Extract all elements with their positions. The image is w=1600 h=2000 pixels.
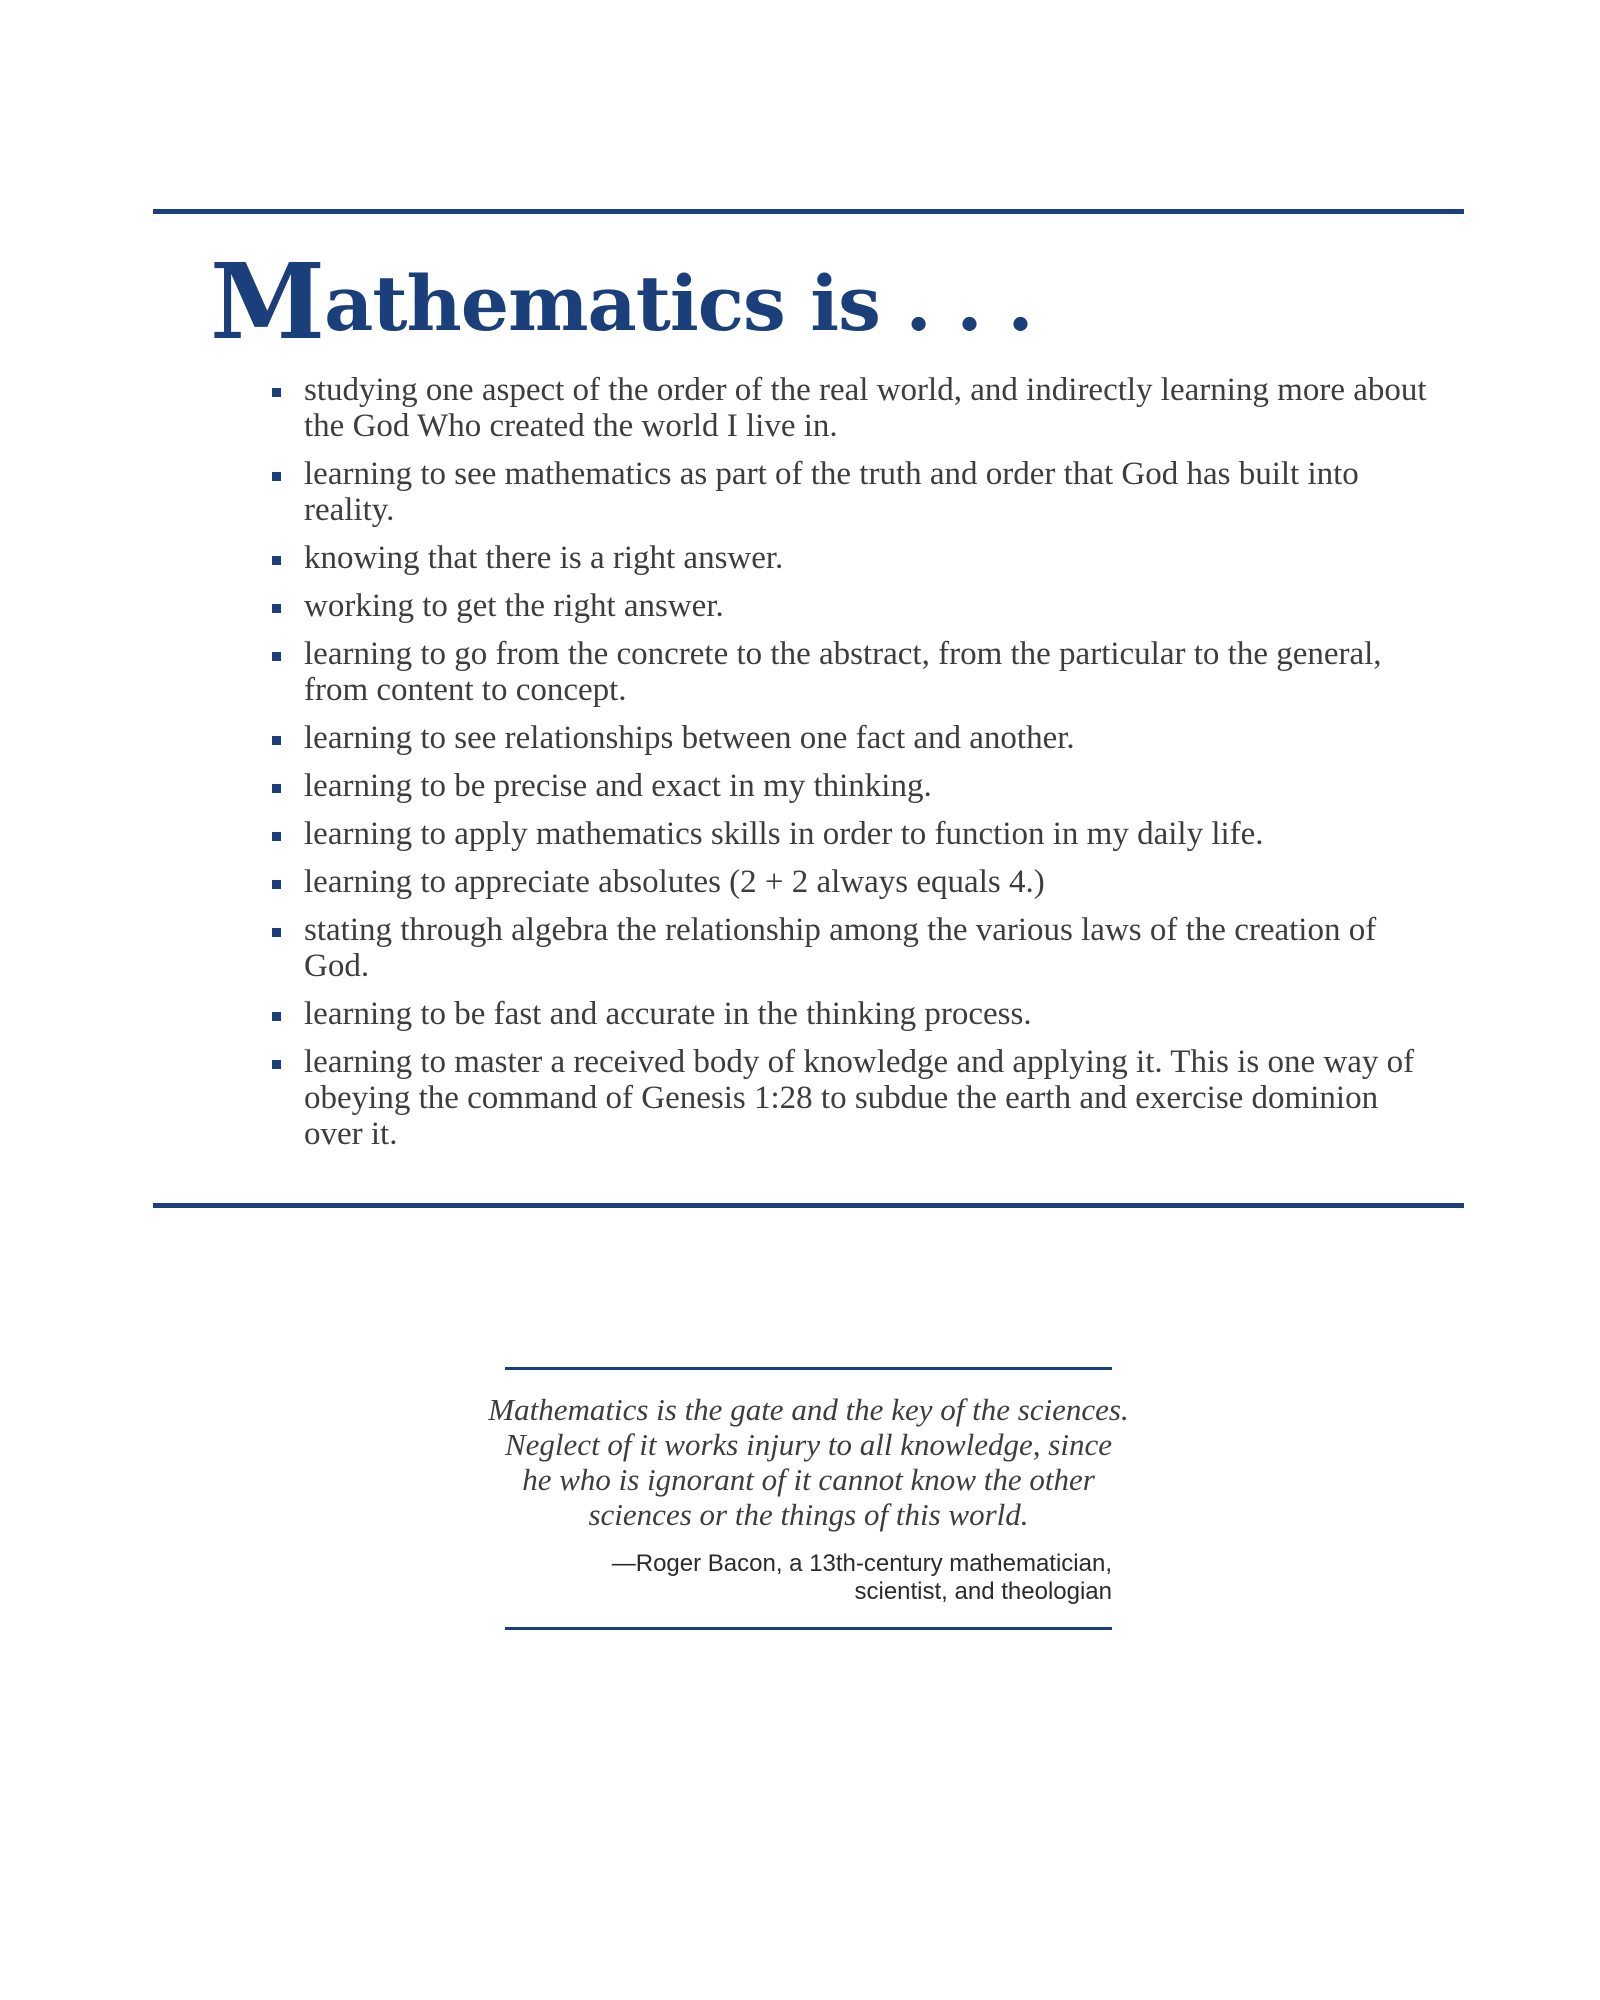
quote-line: sciences or the things of this world. — [588, 1497, 1029, 1532]
bullet-icon — [272, 784, 281, 793]
attribution-line: —Roger Bacon, a 13th-century mathematician, — [611, 1550, 1112, 1577]
quote-attribution — [612, 1550, 1112, 1606]
page-title — [210, 240, 1033, 363]
bullet-icon — [272, 388, 281, 397]
quote-text — [440, 1392, 1177, 1532]
list-item — [270, 636, 1430, 708]
list-item — [270, 540, 1430, 576]
quote-line: he who is ignorant of it cannot know the other — [522, 1462, 1095, 1497]
attribution-line: scientist, and theologian — [854, 1578, 1112, 1605]
title-rest: athematics is . . . — [324, 259, 1033, 348]
bullet-icon — [272, 880, 281, 889]
definition-list — [270, 372, 1430, 1164]
list-item — [270, 720, 1430, 756]
bullet-icon — [272, 832, 281, 841]
list-item — [270, 996, 1430, 1032]
list-item-text: learning to appreciate absolutes (2 + 2 always equals 4.) — [304, 864, 1045, 900]
bullet-icon — [272, 604, 281, 613]
list-item-text: learning to see relationships between one fact and another. — [304, 720, 1075, 756]
list-item — [270, 816, 1430, 852]
quote-line: Neglect of it works injury to all knowledge, since — [505, 1427, 1112, 1462]
list-item-text: learning to apply mathematics skills in order to function in my daily life. — [304, 816, 1264, 852]
quote-bottom-divider — [505, 1627, 1112, 1630]
list-item-text: studying one aspect of the order of the real world, and indirectly learning more about the God Who created the world I live in. — [304, 372, 1427, 444]
top-divider — [153, 209, 1464, 214]
list-item — [270, 768, 1430, 804]
list-item — [270, 456, 1430, 528]
list-item-text: learning to be precise and exact in my thinking. — [304, 768, 932, 804]
list-item — [270, 912, 1430, 984]
list-item-text: working to get the right answer. — [304, 588, 724, 624]
list-item-text: stating through algebra the relationship among the various laws of the creation of God. — [304, 912, 1377, 984]
list-item-text: learning to master a received body of knowledge and applying it. This is one way of obeying the command of Genesis 1:28 to subdue the earth and exercise dominion over it. — [304, 1044, 1415, 1152]
list-item — [270, 588, 1430, 624]
list-item-text: learning to go from the concrete to the abstract, from the particular to the general, from content to concept. — [304, 636, 1382, 708]
list-item — [270, 372, 1430, 444]
bullet-icon — [272, 472, 281, 481]
bullet-icon — [272, 652, 281, 661]
list-item-text: learning to be fast and accurate in the thinking process. — [304, 996, 1032, 1032]
quote-line: Mathematics is the gate and the key of the sciences. — [488, 1392, 1129, 1427]
bullet-icon — [272, 1060, 281, 1069]
bullet-icon — [272, 736, 281, 745]
list-item — [270, 864, 1430, 900]
bullet-icon — [272, 928, 281, 937]
list-item-text: learning to see mathematics as part of the truth and order that God has built into reality. — [304, 456, 1359, 528]
quote-top-divider — [505, 1367, 1112, 1370]
bottom-divider — [153, 1203, 1464, 1208]
list-item-text: knowing that there is a right answer. — [304, 540, 784, 576]
list-item — [270, 1044, 1430, 1152]
title-initial: M — [210, 240, 325, 363]
bullet-icon — [272, 1012, 281, 1021]
bullet-icon — [272, 556, 281, 565]
